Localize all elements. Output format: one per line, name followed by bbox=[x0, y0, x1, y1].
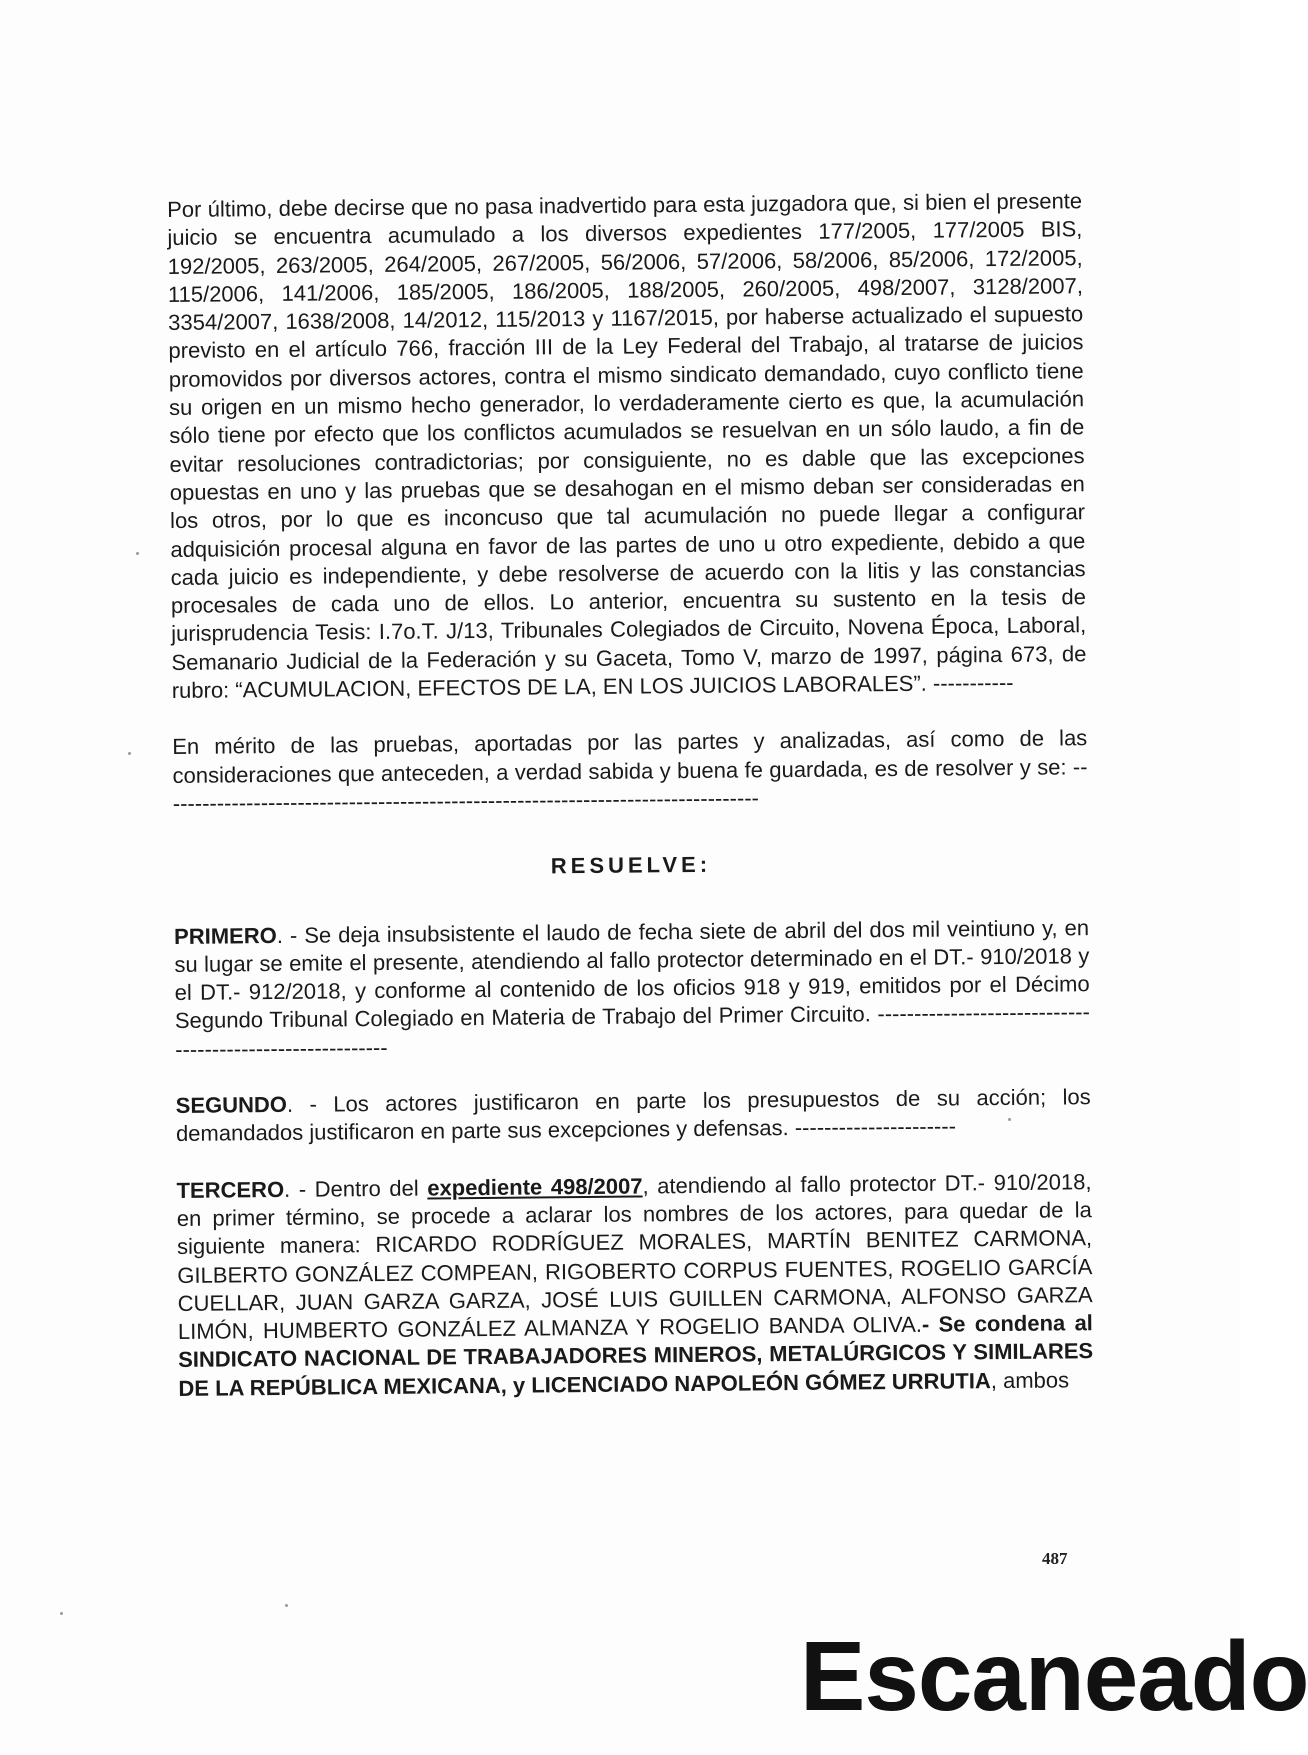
scan-speck bbox=[1008, 1118, 1011, 1121]
resolution-primero bbox=[174, 914, 1090, 1064]
merit-paragraph: En mérito de las pruebas, aportadas por las partes y analizadas, así como de las consideraciones que anteceden, a verdad sabida y buena fe guardada, es de resolver y se: ---------------------------------------------------------------------------------- bbox=[172, 725, 1088, 816]
scanned-watermark: Escaneado bbox=[800, 1621, 1308, 1731]
scan-speck bbox=[136, 552, 139, 555]
primero-text: . - Se deja insubsistente el laudo de fecha siete de abril del dos mil veintiuno y, en su lugar se emite el presente, atendiendo al fallo protector determinado en el DT.- 910/2018 y el DT.- 912/2018, y conforme al contenido de los oficios 918 y 919, emitidos por el Décimo Segundo Tribunal Colegiado en Materia de Trabajo del Primer Circuito. ---------------------------------------------------------- bbox=[174, 914, 1090, 1062]
tercero-text-3: , ambos bbox=[990, 1367, 1070, 1393]
tercero-condemnation: - Se condena al SINDICATO NACIONAL DE TRABAJADORES MINEROS, METALÚRGICOS Y SIMILARES DE LA REPÚBLICA MEXICANA, y LICENCIADO NAPOLEÓN GÓMEZ URRUTIA bbox=[178, 1310, 1094, 1401]
resolution-segundo bbox=[176, 1083, 1092, 1148]
tercero-text-1: . - Dentro del bbox=[283, 1175, 428, 1202]
expediente-reference: expediente 498/2007 bbox=[427, 1173, 643, 1201]
segundo-label: SEGUNDO bbox=[175, 1091, 288, 1118]
document-body bbox=[167, 187, 1094, 1403]
tercero-text-2: , atendiendo al fallo protector DT.- 910/2018, en primer término, se procede a aclarar los nombres de los actores, para quedar de la siguiente manera: RICARDO RODRÍGUEZ MORALES, MARTÍN BENITEZ CARMONA, GILBERTO GONZÁLEZ COMPEAN, RIGOBERTO CORPUS FUENTES, ROGELIO GARCÍA CUELLAR, JUAN GARZA GARZA, JOSÉ LUIS GUILLEN CARMONA, ALFONSO GARZA LIMÓN, HUMBERTO GONZÁLEZ ALMANZA Y ROGELIO BANDA OLIVA. bbox=[176, 1168, 1093, 1345]
scan-speck bbox=[285, 1604, 288, 1607]
page-number: 487 bbox=[1042, 1549, 1068, 1568]
resolve-heading: RESUELVE: bbox=[550, 852, 712, 879]
tercero-label: TERCERO bbox=[176, 1176, 285, 1203]
scan-speck bbox=[128, 752, 131, 755]
primero-label: PRIMERO bbox=[173, 922, 277, 949]
considerations-paragraph: Por último, debe decirse que no pasa inadvertido para esta juzgadora que, si bien el presente juicio se encuentra acumulado a los diversos expedientes 177/2005, 177/2005 BIS, 192/2005, 263/2005, 264/2005, 267/2005, 56/2006, 57/2006, 58/2006, 85/2006, 172/2005, 115/2006, 141/2006, 185/2005, 186/2005, 188/2005, 260/2005, 498/2007, 3128/2007, 3354/2007, 1638/2008, 14/2012, 115/2013 y 1167/2015, por haberse actualizado el supuesto previsto en el artículo 766, fracción III de la Ley Federal del Trabajo, al tratarse de juicios promovidos por diversos actores, contra el mismo sindicato demandado, cuyo conflicto tiene su origen en un mismo hecho generador, lo verdaderamente cierto es que, la acumulación sólo tiene por efecto que los conflictos acumulados se resuelvan en un sólo laudo, a fin de evitar resoluciones contradictorias; por consiguiente, no es dable que las excepciones opuestas en uno y las pruebas que se desahogan en el mismo deban ser consideradas en los otros, por lo que es inconcuso que tal acumulación no puede llegar a configurar adquisición procesal alguna en favor de las partes de uno u otro expediente, debido a que cada juicio es independiente, y debe resolverse de acuerdo con la litis y las constancias procesales de cada uno de ellos. Lo anterior, encuentra su sustento en la tesis de jurisprudencia Tesis: I.7o.T. J/13, Tribunales Colegiados de Circuito, Novena Época, Laboral, Semanario Judicial de la Federación y su Gaceta, Tomo V, marzo de 1997, página 673, de rubro: “ACUMULACION, EFECTOS DE LA, EN LOS JUICIOS LABORALES”. ----------- bbox=[167, 188, 1087, 704]
scan-speck bbox=[60, 1612, 63, 1615]
resolution-tercero bbox=[176, 1168, 1093, 1403]
segundo-text: . - Los actores justificaron en parte los presupuestos de su acción; los demandados justificaron en parte sus excepciones y defensas. ---------------------- bbox=[175, 1084, 1091, 1147]
